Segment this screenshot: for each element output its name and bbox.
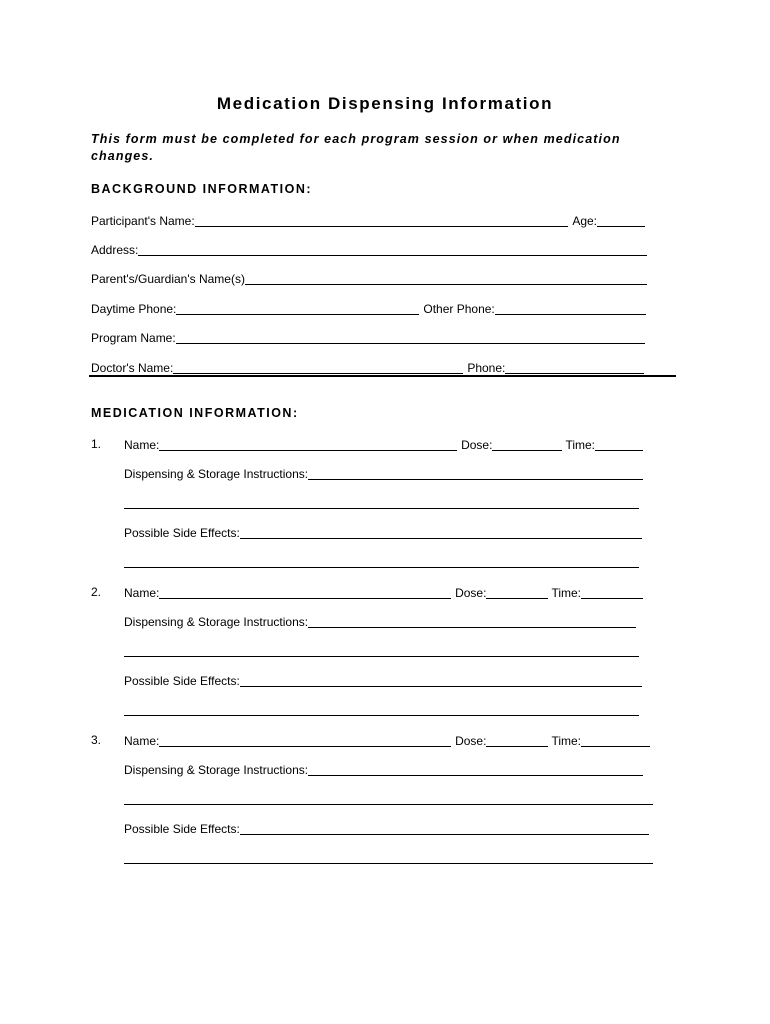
entry-2-instructions-label: Dispensing & Storage Instructions: bbox=[124, 615, 309, 629]
entry-2-side-effects-line2[interactable] bbox=[124, 715, 639, 716]
entry-1-dose-label: Dose: bbox=[461, 438, 493, 452]
entry-1-side-effects-field[interactable] bbox=[240, 526, 642, 539]
daytime-phone-field[interactable] bbox=[176, 302, 419, 315]
entry-2-name-row bbox=[124, 584, 643, 600]
entry-2-side-effects-label: Possible Side Effects: bbox=[124, 674, 240, 688]
entry-2-name-label: Name: bbox=[124, 586, 160, 600]
daytime-phone-label: Daytime Phone: bbox=[91, 302, 177, 316]
entry-2-side-effects-field[interactable] bbox=[240, 674, 642, 687]
entry-2-side-effects-row bbox=[124, 672, 642, 688]
address-label: Address: bbox=[91, 243, 139, 257]
entry-3-time-label: Time: bbox=[551, 734, 581, 748]
entry-3-side-effects-line2[interactable] bbox=[124, 863, 653, 864]
entry-3-instructions-label: Dispensing & Storage Instructions: bbox=[124, 763, 309, 777]
entry-3-instructions-line2[interactable] bbox=[124, 804, 653, 805]
entry-2-number: 2. bbox=[91, 585, 102, 599]
entry-3-side-effects-row bbox=[124, 820, 649, 836]
guardian-row bbox=[91, 270, 647, 286]
entry-3-time-field[interactable] bbox=[581, 734, 650, 747]
doctor-name-label: Doctor's Name: bbox=[91, 361, 174, 375]
entry-2-time-label: Time: bbox=[551, 586, 581, 600]
doctor-name-field[interactable] bbox=[173, 361, 463, 374]
medication-heading: MEDICATION INFORMATION: bbox=[91, 406, 299, 420]
section-divider bbox=[89, 375, 676, 377]
doctor-phone-label: Phone: bbox=[467, 361, 506, 375]
entry-3-side-effects-label: Possible Side Effects: bbox=[124, 822, 240, 836]
program-name-label: Program Name: bbox=[91, 331, 176, 345]
entry-3-name-field[interactable] bbox=[159, 734, 451, 747]
entry-1-side-effects-label: Possible Side Effects: bbox=[124, 526, 240, 540]
entry-2-instructions-field[interactable] bbox=[308, 615, 636, 628]
background-heading: BACKGROUND INFORMATION: bbox=[91, 182, 313, 196]
program-name-field[interactable] bbox=[176, 331, 645, 344]
entry-3-instructions-row bbox=[124, 761, 643, 777]
entry-1-side-effects-row bbox=[124, 524, 642, 540]
entry-3-side-effects-field[interactable] bbox=[240, 822, 649, 835]
entry-1-dose-field[interactable] bbox=[492, 438, 562, 451]
program-row bbox=[91, 329, 645, 345]
entry-2-dose-label: Dose: bbox=[455, 586, 487, 600]
entry-2-instructions-row bbox=[124, 613, 636, 629]
phone-row bbox=[91, 300, 646, 316]
entry-1-instructions-line2[interactable] bbox=[124, 508, 639, 509]
participant-name-field[interactable] bbox=[195, 214, 569, 227]
entry-3-instructions-field[interactable] bbox=[308, 763, 643, 776]
entry-1-name-label: Name: bbox=[124, 438, 160, 452]
entry-2-dose-field[interactable] bbox=[486, 586, 548, 599]
entry-3-number: 3. bbox=[91, 733, 102, 747]
entry-1-time-label: Time: bbox=[565, 438, 595, 452]
age-label: Age: bbox=[572, 214, 597, 228]
guardian-label: Parent's/Guardian's Name(s) bbox=[91, 272, 245, 286]
entry-1-name-field[interactable] bbox=[159, 438, 457, 451]
entry-1-instructions-field[interactable] bbox=[308, 467, 643, 480]
entry-2-time-field[interactable] bbox=[581, 586, 643, 599]
doctor-phone-field[interactable] bbox=[505, 361, 644, 374]
entry-2-instructions-line2[interactable] bbox=[124, 656, 639, 657]
entry-1-side-effects-line2[interactable] bbox=[124, 567, 639, 568]
page-title: Medication Dispensing Information bbox=[216, 94, 554, 113]
age-field[interactable] bbox=[597, 214, 645, 227]
entry-1-time-field[interactable] bbox=[595, 438, 643, 451]
address-field[interactable] bbox=[138, 243, 647, 256]
entry-1-name-row bbox=[124, 436, 643, 452]
guardian-field[interactable] bbox=[245, 272, 647, 285]
entry-3-name-label: Name: bbox=[124, 734, 160, 748]
intro-text: This form must be completed for each program session or when medication changes. bbox=[91, 132, 621, 163]
entry-1-instructions-row bbox=[124, 465, 643, 481]
entry-3-dose-label: Dose: bbox=[455, 734, 487, 748]
entry-2-name-field[interactable] bbox=[159, 586, 451, 599]
participant-row bbox=[91, 212, 645, 228]
entry-1-instructions-label: Dispensing & Storage Instructions: bbox=[124, 467, 309, 481]
other-phone-field[interactable] bbox=[495, 302, 646, 315]
address-row bbox=[91, 241, 647, 257]
entry-1-number: 1. bbox=[91, 437, 102, 451]
entry-3-name-row bbox=[124, 732, 650, 748]
entry-3-dose-field[interactable] bbox=[486, 734, 548, 747]
participant-name-label: Participant's Name: bbox=[91, 214, 195, 228]
other-phone-label: Other Phone: bbox=[423, 302, 495, 316]
doctor-row bbox=[91, 359, 644, 375]
